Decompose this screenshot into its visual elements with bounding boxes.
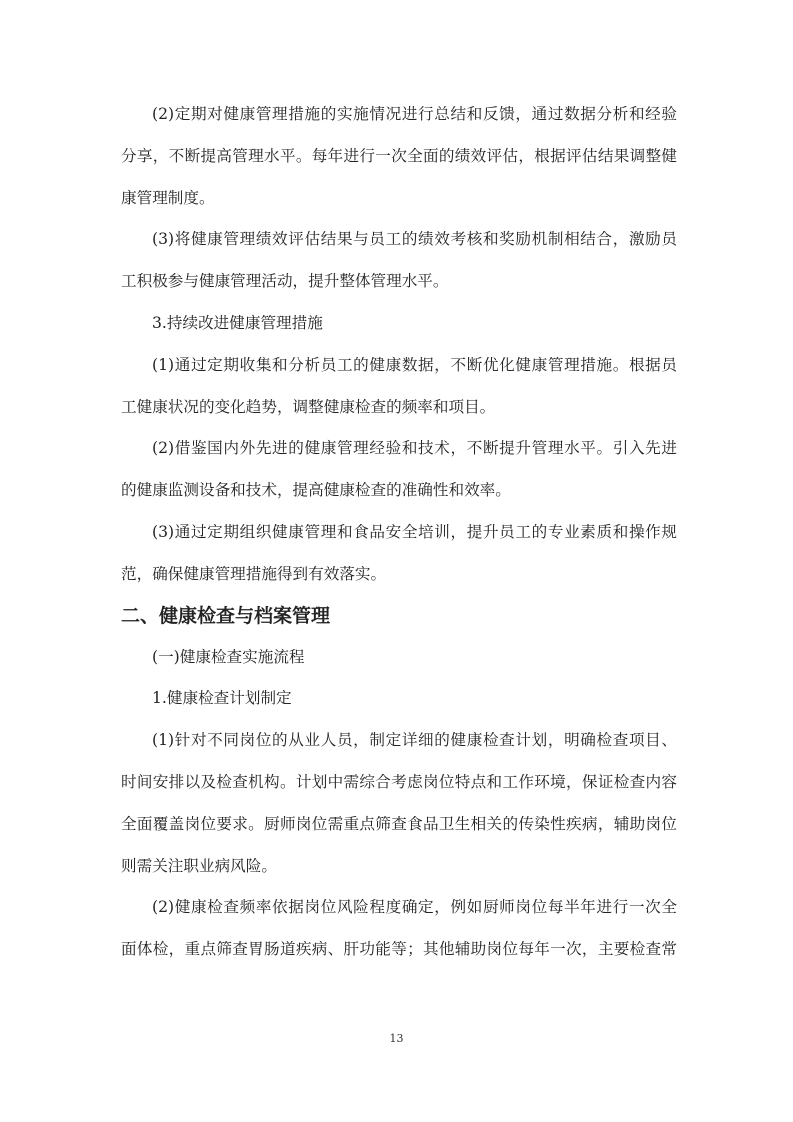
text-line: (3)通过定期组织健康管理和食品安全培训，提升员工的专业素质和操作规 [152,522,677,541]
text-line: 面体检，重点筛查胃肠道疾病、肝功能等；其他辅助岗位每年一次，主要检查常 [121,940,677,959]
text-line: 时间安排以及检查机构。计划中需综合考虑岗位特点和工作环境，保证检查内容 [121,772,677,791]
text-line: 分享，不断提高管理水平。每年进行一次全面的绩效评估，根据评估结果调整健 [121,146,677,165]
text-line: (1)通过定期收集和分析员工的健康数据，不断优化健康管理措施。根据员 [152,355,677,374]
paragraph [121,345,677,429]
text-line: 的健康监测设备和技术，提高健康检查的准确性和效率。 [121,481,511,500]
text-line: 3.持续改进健康管理措施 [152,313,323,332]
document-body [121,94,677,971]
text-line: 1.健康检查计划制定 [152,689,292,708]
paragraph [121,887,677,971]
text-line: (3)将健康管理绩效评估结果与员工的绩效考核和奖励机制相结合，激励员 [152,230,677,249]
paragraph [121,428,677,512]
paragraph [121,637,677,679]
text-line: 工积极参与健康管理活动，提升整体管理水平。 [121,272,449,291]
text-line: (2)定期对健康管理措施的实施情况进行总结和反馈，通过数据分析和经验 [152,105,677,123]
paragraph [121,219,677,303]
text-line: 工健康状况的变化趋势，调整健康检查的频率和项目。 [121,397,496,416]
text-line: 康管理制度。 [121,188,215,207]
text-line: 则需关注职业病风险。 [121,856,277,875]
paragraph [121,678,677,720]
text-line: (1)针对不同岗位的从业人员，制定详细的健康检查计划，明确检查项目、 [152,731,677,750]
paragraph [121,512,677,596]
text-line: (2)健康检查频率依据岗位风险程度确定，例如厨师岗位每半年进行一次全 [152,898,677,917]
section-heading: 二、健康检查与档案管理 [121,604,331,627]
text-line: (2)借鉴国内外先进的健康管理经验和技术，不断提升管理水平。引入先进 [152,439,677,458]
text-line: (一)健康检查实施流程 [152,647,305,666]
page-number: 13 [389,1032,404,1045]
text-line: 范，确保健康管理措施得到有效落实。 [121,564,387,583]
paragraph [121,720,677,887]
paragraph [121,94,677,219]
text-line: 全面覆盖岗位要求。厨师岗位需重点筛查食品卫生相关的传染性疾病，辅助岗位 [121,814,677,833]
paragraph [121,303,677,345]
